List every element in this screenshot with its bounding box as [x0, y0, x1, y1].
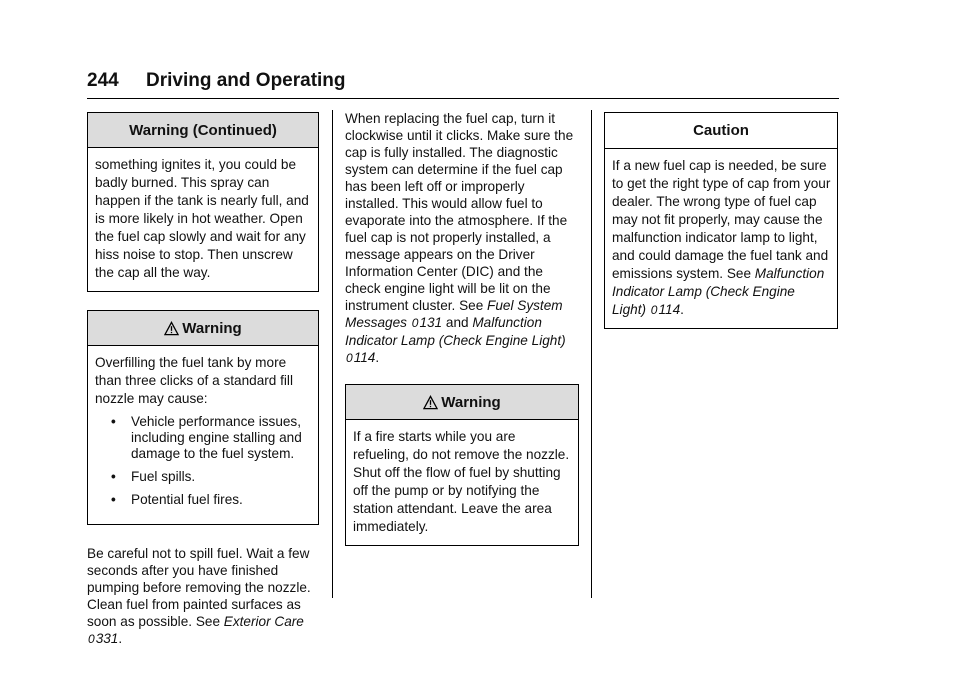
column-3 [604, 112, 838, 329]
fire-warning-text: If a fire starts while you are refueling, do not remove the nozzle. Shut off the flow of fuel by shutting off the pump or by notifying the station attendant. Leave the area immediately. [353, 429, 570, 534]
fuel-system-messages-page[interactable]: 131 [419, 315, 443, 330]
warning-triangle-icon [164, 321, 179, 336]
page-reference-icon: 0 [411, 316, 419, 330]
fire-warning-box [345, 384, 579, 546]
fire-warning-header [346, 385, 578, 420]
page-header [87, 70, 839, 99]
column-divider-1 [332, 110, 333, 598]
list-item: • Vehicle performance issues, including engine stalling and damage to the fuel system. [95, 414, 312, 462]
malfunction-lamp-link[interactable]: Malfunction Indicator Lamp (Check Engine Light) [612, 266, 825, 317]
column-2 [345, 112, 579, 546]
page-reference-icon: 0 [346, 351, 353, 365]
overfill-warning-title: Warning [182, 320, 242, 337]
overfill-warning-box [87, 310, 319, 525]
overfill-warning-header [88, 311, 318, 346]
list-item: • Fuel spills. [95, 469, 312, 485]
exterior-care-page[interactable]: 331 [95, 631, 119, 646]
caution-box [604, 112, 838, 329]
fire-warning-title: Warning [441, 394, 501, 411]
malfunction-lamp-link[interactable]: Malfunction Indicator Lamp (Check Engine Light) [345, 315, 566, 348]
column-divider-2 [591, 110, 592, 598]
caution-body: If a new fuel cap is needed, be sure to get the right type of cap from your dealer. The wrong type of fuel cap may not fit properly, may cause the malfunction indicator lamp to light, and could damage the fuel tank and emissions system. See Malfunction Indicator Lamp (Check Engine Light) 0114. [612, 158, 831, 317]
section-title: Driving and Operating [146, 70, 346, 91]
fuel-system-messages-link[interactable]: Fuel System Messages [345, 298, 563, 330]
page-number: 244 [87, 70, 119, 91]
exterior-care-link[interactable]: Exterior Care [223, 614, 304, 629]
overfill-warning-body [88, 346, 318, 524]
warning-triangle-icon [423, 395, 438, 410]
column-1 [87, 112, 319, 648]
fuel-cap-paragraph: When replacing the fuel cap, turn it clockwise until it clicks. Make sure the cap is fully installed. The diagnostic system can determine if the fuel cap has been left off or improperly installed. This would allow fuel to evaporate into the atmosphere. If the fuel cap is not properly installed, a message appears on the Driver Information Center (DIC) and the check engine light will be lit on the instrument cluster. See Fuel System Messages 0131 and Malfunction Indicator Lamp (Check Engine Light) 0114. [345, 111, 574, 365]
warning-continued-text: something ignites it, you could be badly burned. This spray can happen if the tank is nearly full, and is more likely in hot weather. Open the fuel cap slowly and wait for any hiss noise to stop. Then unscrew the cap all the way. [95, 157, 309, 280]
malfunction-lamp-page[interactable]: 114 [658, 302, 681, 317]
spill-paragraph: Be careful not to spill fuel. Wait a few seconds after you have finished pumping before removing the nozzle. Clean fuel from painted surfaces as soon as possible. See Exterior Care 0331. [87, 546, 311, 646]
warning-continued-title: Warning (Continued) [88, 113, 318, 148]
page-reference-icon: 0 [650, 303, 658, 317]
list-item: • Potential fuel fires. [95, 492, 312, 508]
overfill-warning-intro: Overfilling the fuel tank by more than three clicks of a standard fill nozzle may cause: [95, 355, 293, 406]
malfunction-lamp-page[interactable]: 114 [353, 350, 376, 365]
page-reference-icon: 0 [88, 632, 95, 646]
caution-title: Caution [605, 113, 837, 149]
overfill-warning-list [95, 414, 312, 508]
warning-continued-box [87, 112, 319, 292]
